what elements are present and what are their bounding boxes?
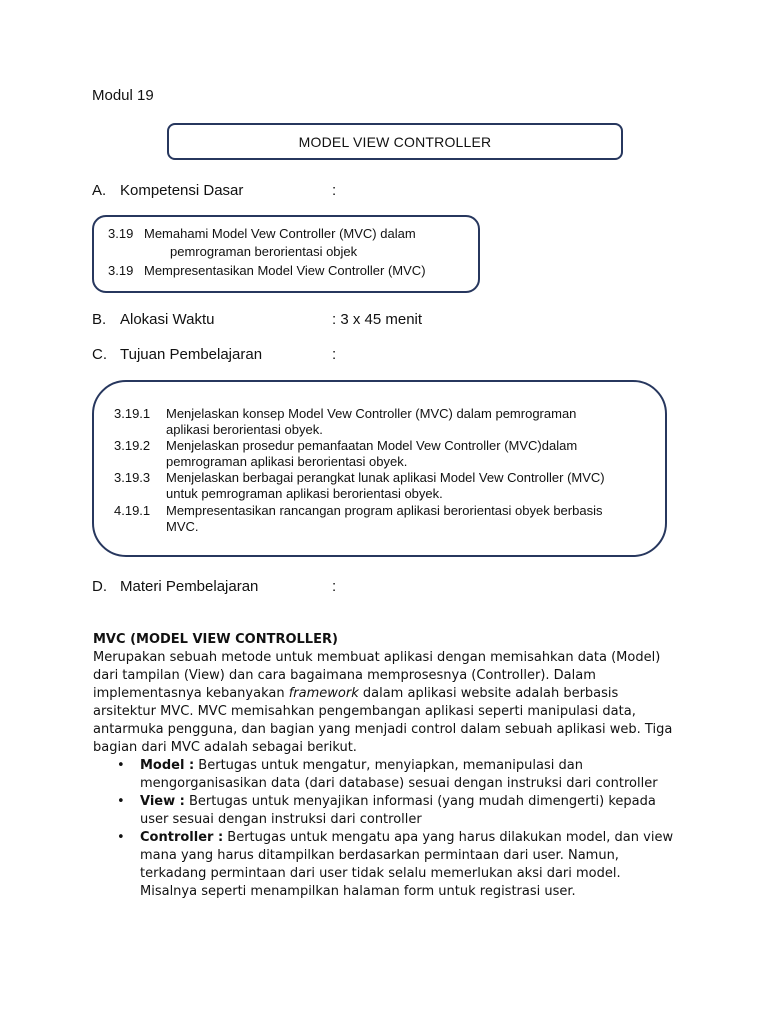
section-a [92,182,492,202]
section-d-colon: : [332,578,337,595]
materi-paragraph-start: Merupakan sebuah metode untuk membuat aplikasi dengan memisahkan data (Model) dari tampilan (View) dan cara bagaimana memprosesnya (Controller). Dalam implementasnya kebanyakan [93,650,661,701]
bullet-term: Controller : [140,830,224,845]
section-d-label: Materi Pembelajaran [120,578,259,595]
materi-bullet-list [93,757,678,901]
tujuan-number: 4.19.1 [114,503,151,518]
section-d-letter: D. [92,578,107,595]
tujuan-text-cont: pemrograman aplikasi berorientasi obyek. [166,454,408,469]
tujuan-text: Mempresentasikan rancangan program aplikasi berorientasi obyek berbasis [166,503,603,518]
section-b [92,311,492,331]
list-item [93,829,678,901]
tujuan-box [92,380,667,557]
bullet-icon: • [117,758,125,773]
section-c [92,346,492,366]
kompetensi-text: Mempresentasikan Model View Controller (MVC) [144,263,426,278]
materi-heading: MVC (MODEL VIEW CONTROLLER) [93,632,338,647]
materi-paragraph [93,649,678,757]
bullet-icon: • [117,794,125,809]
tujuan-text-cont: MVC. [166,519,199,534]
list-item [93,757,678,793]
section-a-label: Kompetensi Dasar [120,182,244,199]
section-a-colon: : [332,182,337,199]
tujuan-text-cont: untuk pemrograman aplikasi berorientasi obyek. [166,486,443,501]
section-b-letter: B. [92,311,107,328]
materi-content [93,631,678,901]
section-b-colon: : 3 x 45 menit [332,311,423,328]
bullet-text: Bertugas untuk mengatu apa yang harus dilakukan model, dan view mana yang harus ditampilkan berdasarkan permintaan dari user. Namun, terkadang permintaan dari user tidak selalu memerlukan aksi dari model. Misalnya seperti menampilkan halaman form untuk registrasi user. [140,830,674,899]
tujuan-text-cont: aplikasi berorientasi obyek. [166,422,323,437]
module-label: Modul 19 [92,87,154,104]
tujuan-text: Menjelaskan konsep Model Vew Controller (MVC) dalam pemrograman [166,406,577,421]
section-c-label: Tujuan Pembelajaran [120,346,263,363]
section-a-letter: A. [92,182,107,199]
page-title: MODEL VIEW CONTROLLER [298,133,492,150]
materi-paragraph-end: dalam aplikasi website adalah berbasis arsitektur MVC. MVC memisahkan pengembangan aplikasi seperti manipulasi data, antarmuka pengguna, dan bagian yang menjadi control dalam sebuah aplikasi web. Tiga bagian dari MVC adalah sebagai berikut. [93,686,673,755]
bullet-text: Bertugas untuk mengatur, menyiapkan, memanipulasi dan mengorganisasikan data (dari database) sesuai dengan instruksi dari controller [140,758,658,791]
kompetensi-number: 3.19 [108,263,134,278]
bullet-icon: • [117,830,125,845]
section-c-colon: : [332,346,337,363]
bullet-term: View : [140,794,185,809]
bullet-term: Model : [140,758,195,773]
bullet-text: Bertugas untuk menyajikan informasi (yang mudah dimengerti) kepada user sesuai dengan instruksi dari controller [140,794,656,827]
title-box [167,123,623,160]
kompetensi-text: Memahami Model Vew Controller (MVC) dalam [144,226,416,241]
section-d [92,578,492,598]
tujuan-number: 3.19.2 [114,438,151,453]
kompetensi-number: 3.19 [108,226,134,241]
kompetensi-box [92,215,480,293]
section-b-label: Alokasi Waktu [120,311,215,328]
materi-paragraph-italic: framework [288,686,359,701]
kompetensi-text-cont: pemrograman berorientasi objek [170,244,358,259]
tujuan-text: Menjelaskan berbagai perangkat lunak aplikasi Model Vew Controller (MVC) [166,470,605,485]
section-c-letter: C. [92,346,107,363]
tujuan-number: 3.19.1 [114,406,151,421]
tujuan-number: 3.19.3 [114,470,151,485]
tujuan-text: Menjelaskan prosedur pemanfaatan Model Vew Controller (MVC)dalam [166,438,578,453]
list-item [93,793,678,829]
